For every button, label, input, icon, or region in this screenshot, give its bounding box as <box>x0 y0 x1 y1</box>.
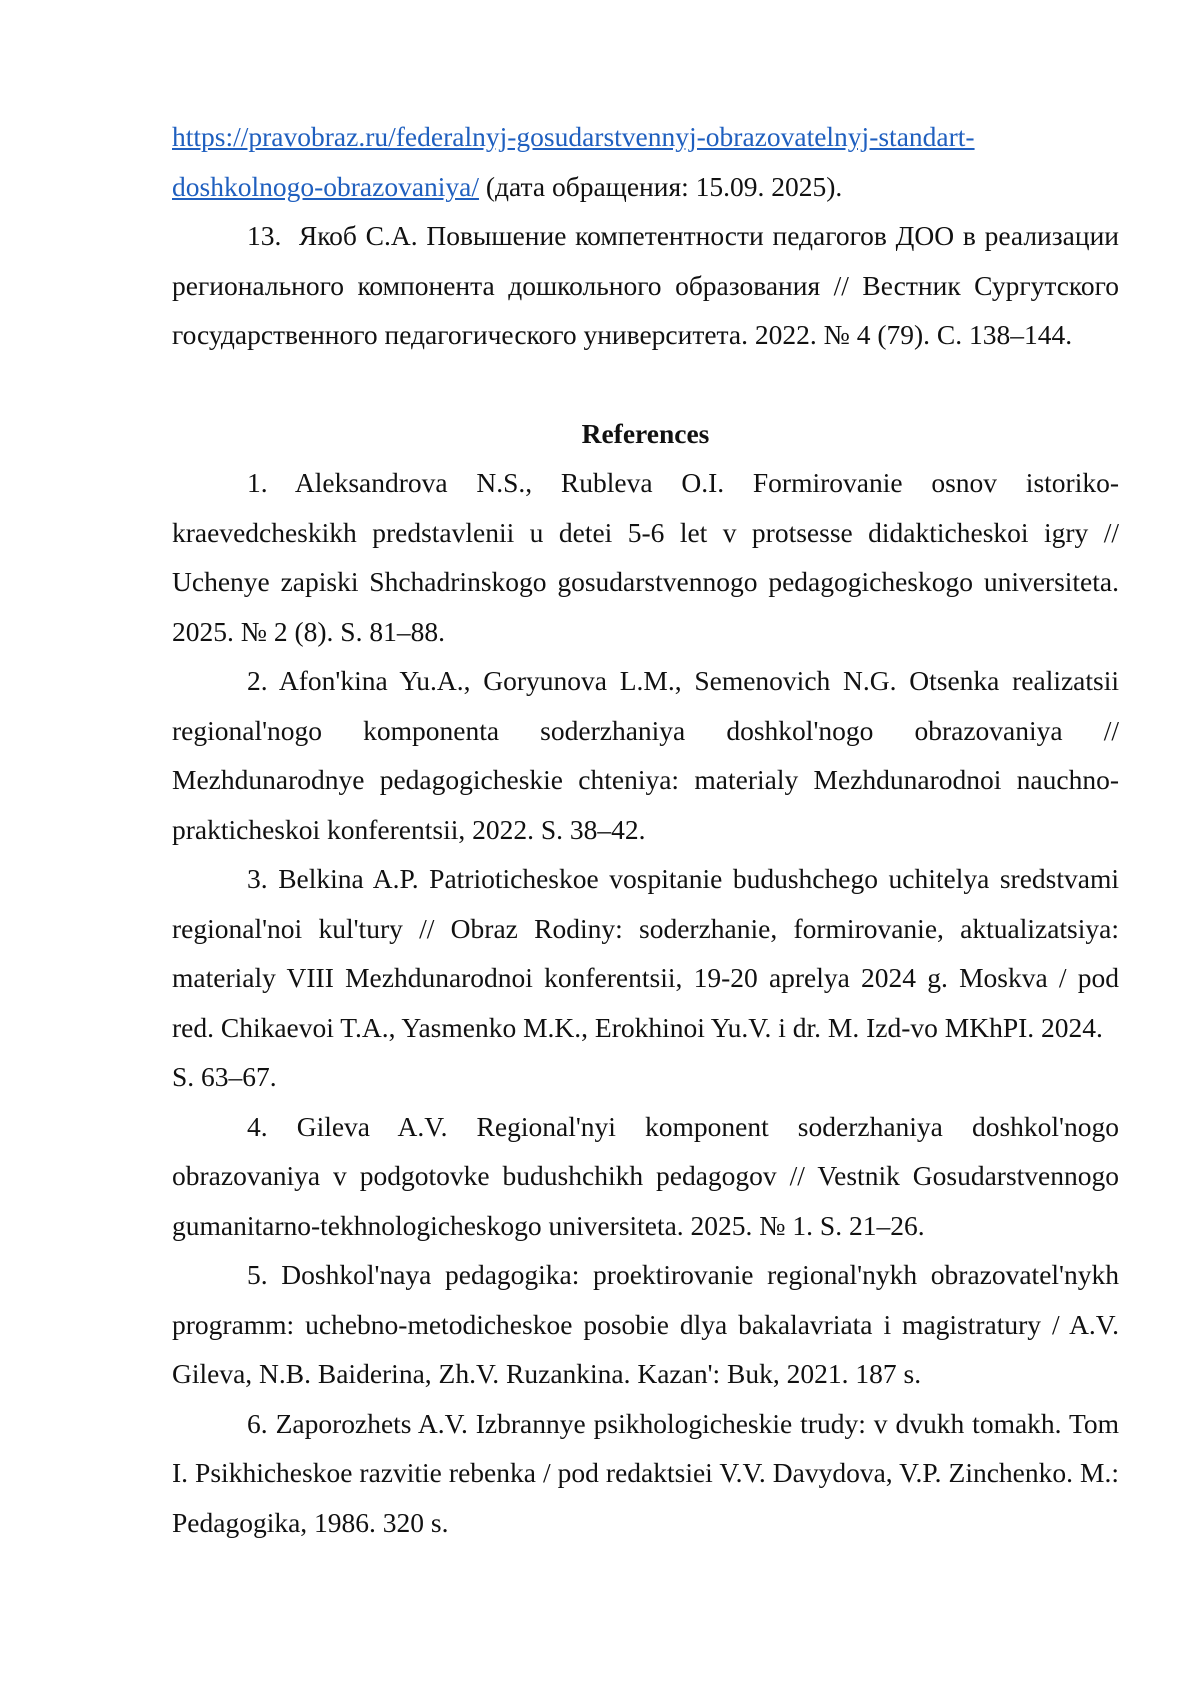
reference-number: 6. <box>247 1407 268 1439</box>
reference-number: 5. <box>247 1259 268 1290</box>
reference-item-2 <box>172 656 1119 854</box>
item-number: 13. <box>247 220 282 251</box>
reference-item-5 <box>172 1250 1119 1399</box>
reference-text: Gileva A.V. Regional'nyi komponent soderzhaniya doshkol'nogo obrazovaniya v podgotovke budushchikh pedagogov // Vestnik Gosudarstvennogo gumanitarno-tekhnologicheskogo universiteta. 2025. № 1. S. 21–26. <box>172 1110 1120 1241</box>
reference-number: 3. <box>247 863 268 894</box>
reference-item-3-continuation: S. 63–67. <box>172 1061 277 1092</box>
source-link-part-1[interactable]: https://pravobraz.ru/federalnyj-gosudarstvennyj-obrazovatelnyj-standart- <box>172 121 975 152</box>
page-content <box>172 112 1119 1547</box>
reference-number: 4. <box>247 1110 268 1142</box>
references-heading: References <box>581 417 710 449</box>
bibliography-item-13 <box>172 211 1119 360</box>
reference-text: Afon'kina Yu.A., Goryunova L.M., Semenovich N.G. Otsenka realizatsii regional'nogo komponenta soderzhaniya doshkol'nogo obrazovaniya // Mezhdunarodnye pedagogicheskie chteniya: materialy Mezhdunarodnoi nauchno-prakticheskoi konferentsii, 2022. S. 38–42. <box>172 665 1120 845</box>
reference-item-6 <box>172 1399 1119 1548</box>
reference-number: 1. <box>247 467 268 498</box>
reference-item-4 <box>172 1102 1119 1251</box>
reference-text: Doshkol'naya pedagogika: proektirovanie regional'nykh obrazovatel'nykh programm: uchebno-metodicheskoe posobie dlya bakalavriata i magistratury / A.V. Gileva, N.B. Baiderina, Zh.V. Ruzankina. Kazan': Buk, 2021. 187 s. <box>172 1259 1119 1389</box>
access-date-note: (дата обращения: 15.09. 2025). <box>479 170 843 202</box>
reference-item-3 <box>172 854 1119 1052</box>
item-text: Якоб С.А. Повышение компетентности педагогов ДОО в реализации регионального компонента дошкольного образования // Вестник Сургутского государственного педагогического университета. 2022. № 4 (79). С. 138–144. <box>172 220 1119 350</box>
reference-number: 2. <box>247 665 268 696</box>
reference-text: Zaporozhets A.V. Izbrannye psikhologicheskie trudy: v dvukh tomakh. Tom I. Psikhicheskoe razvitie rebenka / pod redaktsiei V.V. Davydova, V.P. Zinchenko. M.: Pedagogika, 1986. 320 s. <box>172 1407 1120 1538</box>
reference-text: Belkina A.P. Patrioticheskoe vospitanie budushchego uchitelya sredstvami regional'noi kul'tury // Obraz Rodiny: soderzhanie, formirovanie, aktualizatsiya: materialy VIII Mezhdunarodnoi konferentsii, 19-20 aprelya 2024 g. Moskva / pod red. Chikaevoi T.A., Yasmenko M.K., Erokhinoi Yu.V. i dr. M. Izd-vo MKhPI. 2024. <box>172 863 1120 1043</box>
reference-item-1 <box>172 458 1119 656</box>
source-link-part-2[interactable]: doshkolnogo-obrazovaniya/ <box>172 170 480 202</box>
source-link-paragraph <box>172 112 1119 211</box>
reference-text: Aleksandrova N.S., Rubleva O.I. Formirovanie osnov istoriko-kraevedcheskikh predstavlenii u detei 5-6 let v protsesse didakticheskoi igry // Uchenye zapiski Shchadrinskogo gosudarstvennogo pedagogicheskogo universiteta. 2025. № 2 (8). S. 81–88. <box>172 467 1119 647</box>
